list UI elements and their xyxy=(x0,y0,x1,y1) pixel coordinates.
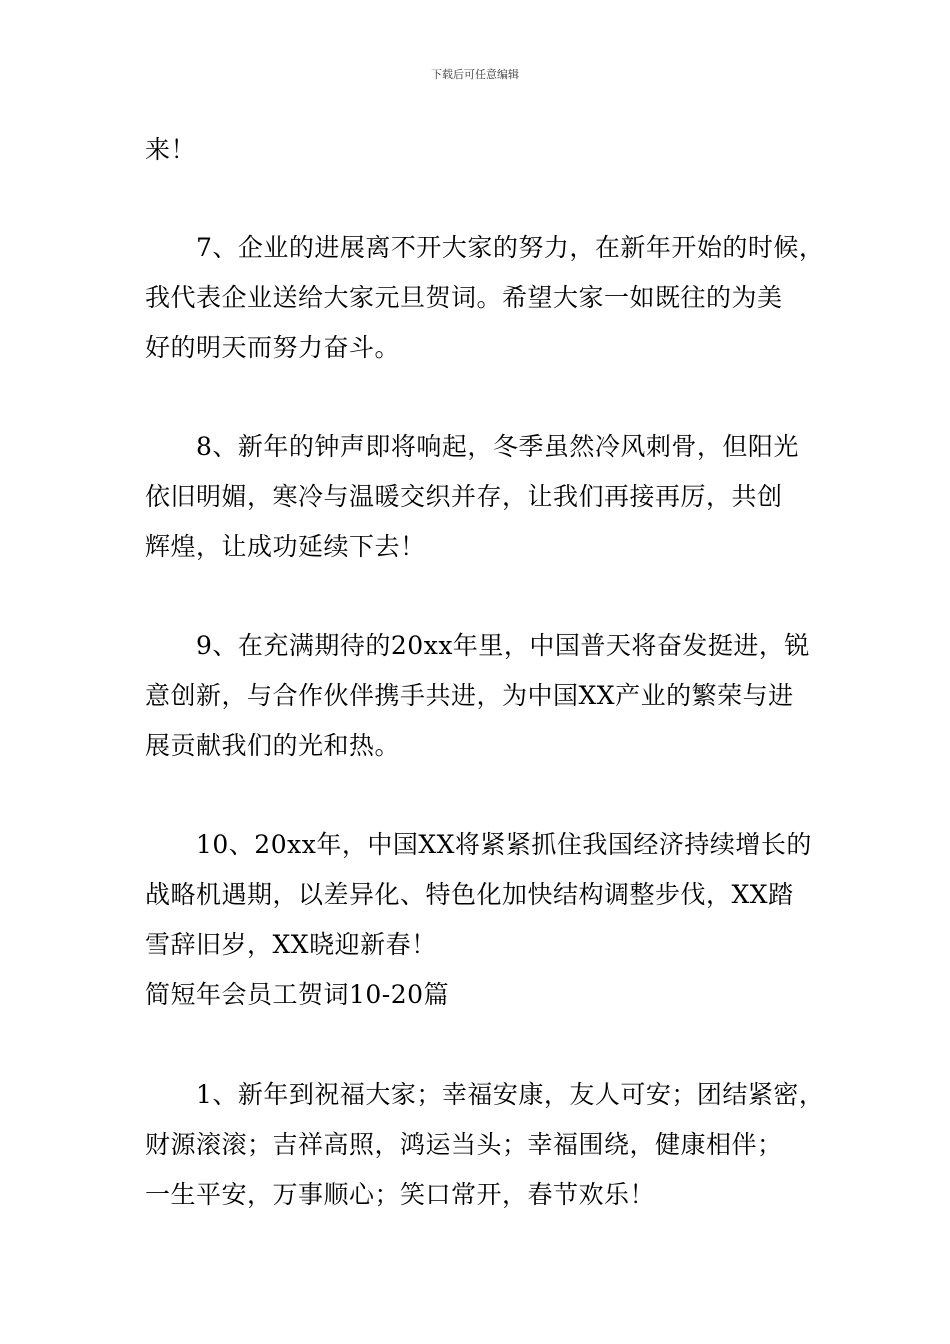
text-line: 一生平安，万事顺心；笑口常开，春节欢乐！ xyxy=(145,1180,656,1209)
text-line: 依旧明媚，寒冷与温暖交织并存，让我们再接再厉，共创 xyxy=(145,482,783,511)
text-line: 财源滚滚；吉祥高照，鸿运当头；幸福围绕，健康相伴； xyxy=(145,1130,783,1159)
text-line: 来！ xyxy=(145,135,197,164)
text-line: 8、新年的钟声即将响起，冬季虽然冷风刺骨，但阳光 xyxy=(145,432,799,461)
text-line: 好的明天而努力奋斗。 xyxy=(145,333,401,362)
text-line: 展贡献我们的光和热。 xyxy=(145,731,401,760)
text-line: 战略机遇期，以差异化、特色化加快结构调整步伐，XX踏 xyxy=(145,880,794,909)
text-line: 雪辞旧岁，XX晓迎新春！ xyxy=(145,930,437,959)
text-line: 9、在充满期待的20xx年里，中国普天将奋发挺进，锐 xyxy=(145,631,810,660)
text-line: 7、企业的进展离不开大家的努力，在新年开始的时候， xyxy=(145,233,825,262)
text-line: 1、新年到祝福大家；幸福安康，友人可安；团结紧密， xyxy=(145,1080,825,1109)
text-line: 辉煌，让成功延续下去！ xyxy=(145,532,426,561)
text-line: 我代表企业送给大家元旦贺词。希望大家一如既往的为美 xyxy=(145,283,783,312)
section-title: 简短年会员工贺词10-20篇 xyxy=(145,980,450,1009)
page-header: 下载后可任意编辑 xyxy=(431,68,519,81)
text-line: 意创新，与合作伙伴携手共进，为中国XX产业的繁荣与进 xyxy=(145,681,794,710)
text-line: 10、20xx年，中国XX将紧紧抓住我国经济持续增长的 xyxy=(145,830,812,859)
